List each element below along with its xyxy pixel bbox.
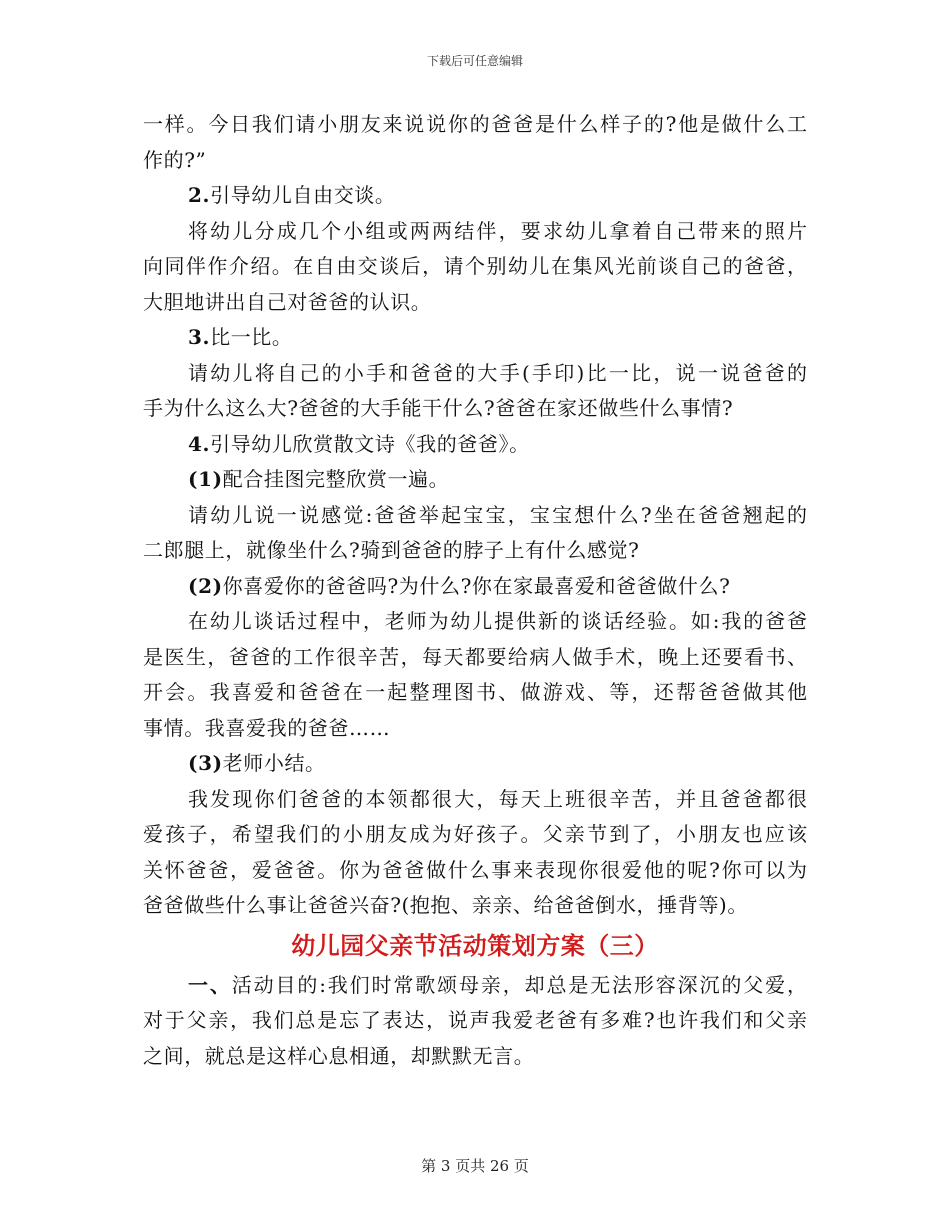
section-text: 活动目的:我们时常歌颂母亲，却总是无法形容深沉的父爱， [231,972,807,997]
text-line: 爱孩子，希望我们的小朋友成为好孩子。父亲节到了，小朋友也应该 [143,822,807,846]
page-footer: 第 3 页共 26 页 [421,1157,529,1175]
section-heading: 幼儿园父亲节活动策划方案（三） [291,930,659,960]
text-line: 在幼儿谈话过程中，老师为幼儿提供新的谈话经验。如:我的爸爸 [188,609,807,633]
sub-item-title: 老师小结。 [222,751,326,775]
sub-item-1 [143,462,807,498]
sub-item-title: 你喜爱你的爸爸吗?为什么?你在家最喜爱和爸爸做什么? [222,573,731,598]
text-line: 是医生，爸爸的工作很辛苦，每天都要给病人做手术，晚上还要看书、 [143,644,807,669]
section-item-2 [143,178,807,214]
section-item-4 [143,427,807,463]
text-line: 一样。今日我们请小朋友来说说你的爸爸是什么样子的?他是做什么工 [143,112,807,136]
page-header: 下载后可任意编辑 [426,54,523,68]
text-line: 向同伴作介绍。在自由交谈后，请个别幼儿在集风光前谈自己的爸爸， [143,254,807,278]
section-title: 引导幼儿自由交谈。 [210,183,396,207]
section-title: 比一比。 [210,325,293,349]
sub-item-number: (3) [188,751,223,775]
section-item-3 [143,320,807,356]
section-title: 引导幼儿欣赏散文诗《我的爸爸》。 [210,431,530,456]
text-line [143,968,807,1004]
text-line: 爸爸做些什么事让爸爸兴奋?(抱抱、亲亲、给爸爸倒水，捶背等)。 [143,893,748,917]
text-line: 作的?” [143,147,207,172]
sub-item-3 [143,746,807,782]
text-line: 之间，就总是这样心息相通，却默默无言。 [143,1043,535,1068]
section-number: 3. [188,325,211,349]
text-line: 我发现你们爸爸的本领都很大，每天上班很辛苦，并且爸爸都很 [188,786,807,811]
text-line: 请幼儿说一说感觉:爸爸举起宝宝，宝宝想什么?坐在爸爸翘起的 [188,502,807,527]
text-line: 关怀爸爸，爱爸爸。你为爸爸做什么事来表现你很爱他的呢?你可以为 [143,857,807,882]
section-number: 4. [188,431,211,456]
section-number: 2. [188,183,211,207]
text-line: 对于父亲，我们总是忘了表达，说声我爱老爸有多难?也许我们和父亲 [143,1008,807,1032]
text-line: 事情。我喜爱我的爸爸…… [143,715,391,740]
text-line: 开会。我喜爱和爸爸在一起整理图书、做游戏、等，还帮爸爸做其他 [143,680,807,704]
sub-item-number: (1) [188,467,223,491]
text-line: 手为什么这么大?爸爸的大手能干什么?爸爸在家还做些什么事情? [143,396,734,420]
text-line: 大胆地讲出自己对爸爸的认识。 [143,289,432,314]
text-line: 请幼儿将自己的小手和爸爸的大手(手印)比一比，说一说爸爸的 [188,360,807,385]
text-line: 二郎腿上，就像坐什么?骑到爸爸的脖子上有什么感觉? [143,538,640,562]
document-body [143,107,807,1074]
sub-item-2 [143,569,807,605]
section-label: 一、 [188,972,232,997]
text-line: 将幼儿分成几个小组或两两结伴，要求幼儿拿着自己带来的照片 [188,218,807,243]
sub-item-title: 配合挂图完整欣赏一遍。 [222,467,450,491]
sub-item-number: (2) [188,573,223,598]
